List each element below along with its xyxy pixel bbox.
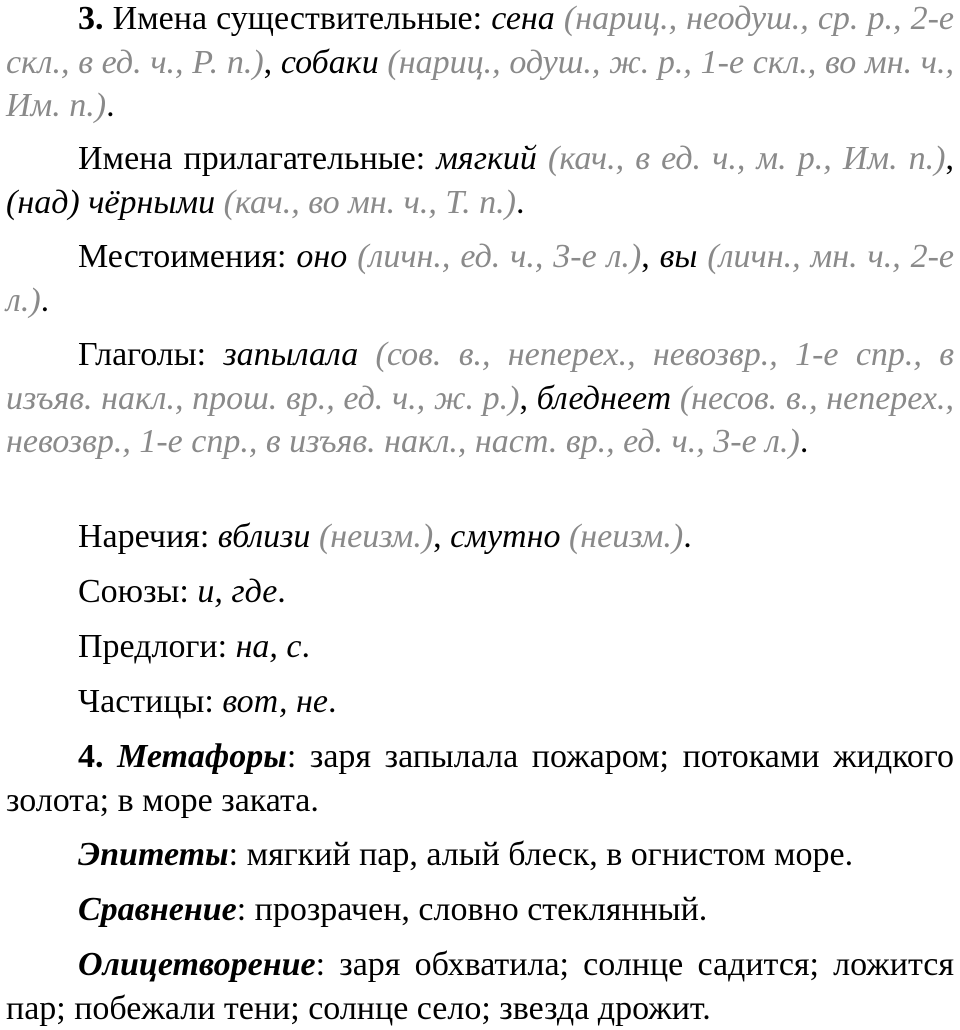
preposition-end: . <box>301 628 311 665</box>
conjunction-words: и, где <box>197 573 278 610</box>
metaphors-term: Метафоры <box>117 738 287 775</box>
exercise-3-number: 3. <box>78 0 104 37</box>
adjective-separator: , <box>945 140 954 177</box>
noun-info-1: (нариц., неодуш., ср. р., 2-е скл., в ед. ч., Р. п.) <box>6 0 955 81</box>
pronoun-info-1: (личн., ед. ч., 3-е л.) <box>357 238 642 275</box>
preposition-words: на, с <box>235 628 302 665</box>
personification-paragraph <box>6 943 954 1030</box>
personification-text: : заря обхватила; солнце садится; ложится пар; побежали тени; солнце село; звезда дрожит. <box>6 946 954 1027</box>
particle-end: . <box>328 683 337 720</box>
conjunctions-paragraph <box>6 570 954 614</box>
verb-word-1: запылала <box>223 336 359 373</box>
adjective-info-1: (кач., в ед. ч., м. р., Им. п.) <box>548 140 946 177</box>
nouns-label: Имена существительные: <box>112 0 483 37</box>
pronoun-word-2: вы <box>659 238 698 275</box>
conjunctions-label: Союзы: <box>78 573 189 610</box>
adjective-end: . <box>515 183 525 221</box>
adverb-word-1: вблизи <box>217 518 311 555</box>
adjective-word-2: (над) чёрными <box>6 183 216 221</box>
noun-info-2: (нариц., одуш., ж. р., 1-е скл., во мн. ч., Им. п.) <box>6 43 954 124</box>
verbs-paragraph <box>6 333 954 464</box>
conjunction-end: . <box>277 573 286 610</box>
epithets-term: Эпитеты <box>78 836 229 873</box>
prepositions-paragraph <box>6 625 954 669</box>
adverb-info-2: (неизм.) <box>568 518 684 555</box>
adverb-separator: , <box>433 518 442 555</box>
verb-info-1: (сов. в., неперех., невозвр., 1-е спр., в изъяв. накл., прош. вр., ед. ч., ж. р.) <box>6 336 955 417</box>
comparison-term: Сравнение <box>78 891 237 928</box>
adverb-info-1: (неизм.) <box>318 518 434 555</box>
pronouns-label: Местоимения: <box>78 238 287 275</box>
adverb-word-2: смутно <box>450 518 561 555</box>
pronouns-paragraph <box>6 235 954 322</box>
verb-word-2: бледнеет <box>536 379 672 417</box>
adverbs-label: Наречия: <box>78 518 210 555</box>
nouns-paragraph <box>6 0 954 128</box>
noun-end: . <box>106 87 115 124</box>
verbs-label: Глаголы: <box>78 336 207 373</box>
comparison-text: : прозрачен, словно стеклянный. <box>236 891 708 928</box>
comparison-paragraph <box>6 888 954 932</box>
adjectives-label: Имена прилагательные: <box>78 140 426 177</box>
particles-label: Частицы: <box>78 683 214 720</box>
pronoun-info-2: (личн., мн. ч., 2-е л.) <box>6 238 955 319</box>
metaphors-text: : заря запылала пожаром; потоками жидкого золота; в море заката. <box>6 738 955 819</box>
adverbs-paragraph <box>6 515 954 559</box>
noun-word-2: собаки <box>280 43 379 81</box>
pronoun-word-1: оно <box>296 238 348 275</box>
pronoun-separator: , <box>641 238 650 275</box>
pronoun-end: . <box>40 281 50 319</box>
exercise-4-number: 4. <box>78 738 104 775</box>
adjective-word-1: мягкий <box>436 140 537 177</box>
personification-term: Олицетворение <box>78 946 316 983</box>
epithets-paragraph <box>6 833 954 877</box>
noun-word-1: сена <box>491 0 555 37</box>
noun-separator: , <box>263 43 273 81</box>
adjectives-paragraph <box>6 137 954 224</box>
verb-separator: , <box>519 379 528 417</box>
particles-paragraph <box>6 680 954 724</box>
adjective-info-2: (кач., во мн. ч., Т. п.) <box>223 183 516 221</box>
prepositions-label: Предлоги: <box>78 628 228 665</box>
adverb-end: . <box>683 518 692 555</box>
particle-words: вот, не <box>222 683 328 720</box>
epithets-text: : мягкий пар, алый блеск, в огнистом море. <box>228 836 854 873</box>
verb-end: . <box>799 423 809 460</box>
metaphors-paragraph <box>6 735 954 822</box>
verb-info-2: (несов. в., неперех., невозвр., 1-е спр., в изъяв. накл., наст. вр., ед. ч., 3-е л.) <box>6 379 955 460</box>
